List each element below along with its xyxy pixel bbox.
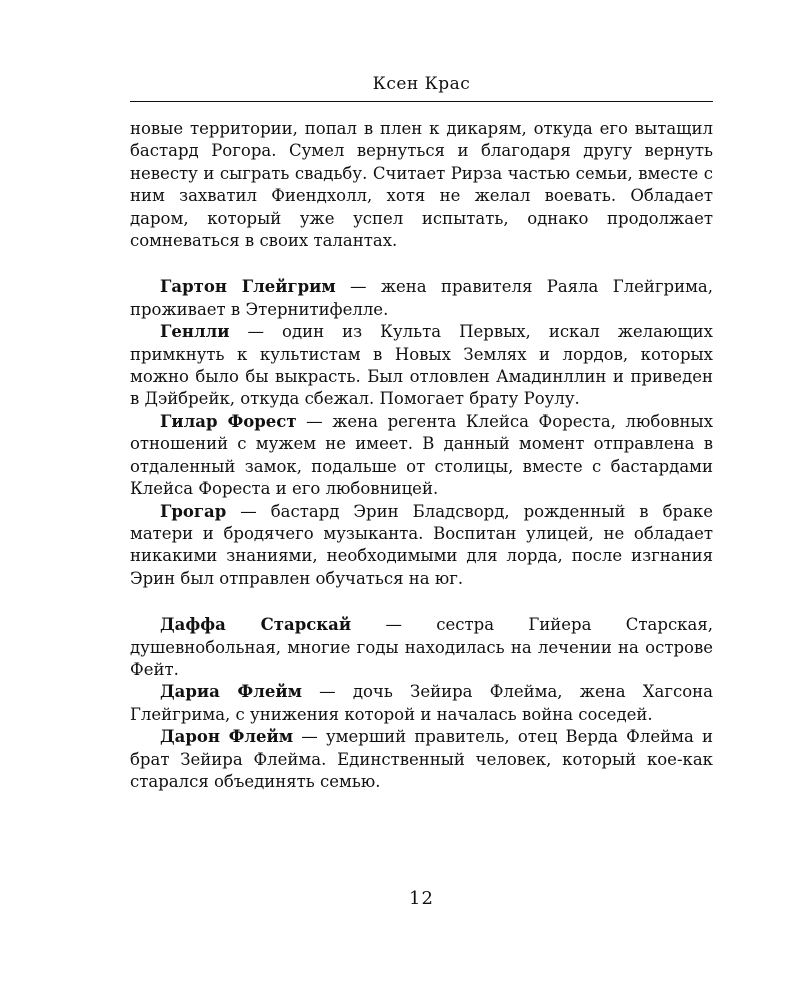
section-gap	[130, 590, 713, 614]
entry-term: Грогар	[160, 501, 227, 521]
entry-description: — жена регента Клейса Фореста, любовных отношений с мужем не имеет. В данный момент отправлена в отдаленный замок, подальше от столицы, вместе с бастардами Клейса Фореста и его любовницей.	[130, 411, 713, 499]
glossary-entry	[130, 726, 713, 793]
entry-description: — сестра Гийера Старская, душевнобольная, многие годы находилась на лечении на острове Фейт.	[130, 615, 713, 679]
glossary-entry	[130, 411, 713, 501]
entry-term: Дариа Флейм	[160, 682, 302, 702]
page-body	[130, 118, 713, 793]
entry-term: Даффа Старскай	[160, 615, 352, 635]
page-number: 12	[409, 888, 434, 909]
glossary-entry	[130, 501, 713, 591]
glossary-entry	[130, 681, 713, 726]
entry-description: — умерший правитель, отец Верда Флейма и брат Зейира Флейма. Единственный человек, который кое-как старался объединять семью.	[130, 727, 713, 791]
entry-term: Дарон Флейм	[160, 727, 294, 747]
entry-term: Гартон Глейгрим	[160, 277, 336, 297]
entry-description: — дочь Зейира Флейма, жена Хагсона Глейгрима, с унижения которой и началась война соседей.	[130, 682, 713, 724]
entry-description: — бастард Эрин Бладсворд, рожденный в браке матери и бродячего музыканта. Воспитан улицей, не обладает никакими знаниями, необходимыми для лорда, после изгнания Эрин был отправлен обучаться на юг.	[130, 501, 713, 588]
entry-description: — один из Культа Первых, искал желающих примкнуть к культистам в Новых Землях и лордов, которых можно было бы выкрасть. Был отловлен Амадинллин и приведен в Дэйбрейк, откуда сбежал. Помогает брату Роулу.	[130, 322, 713, 409]
entry-description: — жена правителя Раяла Глейгрима, проживает в Этернитифелле.	[130, 277, 713, 319]
glossary-entry	[130, 321, 713, 411]
header-rule	[130, 101, 713, 102]
running-header-author: Ксен Крас	[372, 74, 471, 94]
entry-term: Гилар Форест	[160, 411, 297, 431]
continuation-paragraph: новые территории, попал в плен к дикарям, откуда его вытащил бастард Рогора. Сумел вернуться и благодаря другу вернуть невесту и сыграть свадьбу. Считает Рирза частью семьи, вместе с ним захватил Фиендхолл, хотя не желал воевать. Обладает даром, который уже успел испытать, однако продолжает сомневаться в своих талантах.	[130, 119, 713, 251]
glossary-entry	[130, 276, 713, 321]
glossary-entry	[130, 614, 713, 681]
entry-term: Генлли	[160, 322, 230, 342]
section-gap	[130, 252, 713, 276]
